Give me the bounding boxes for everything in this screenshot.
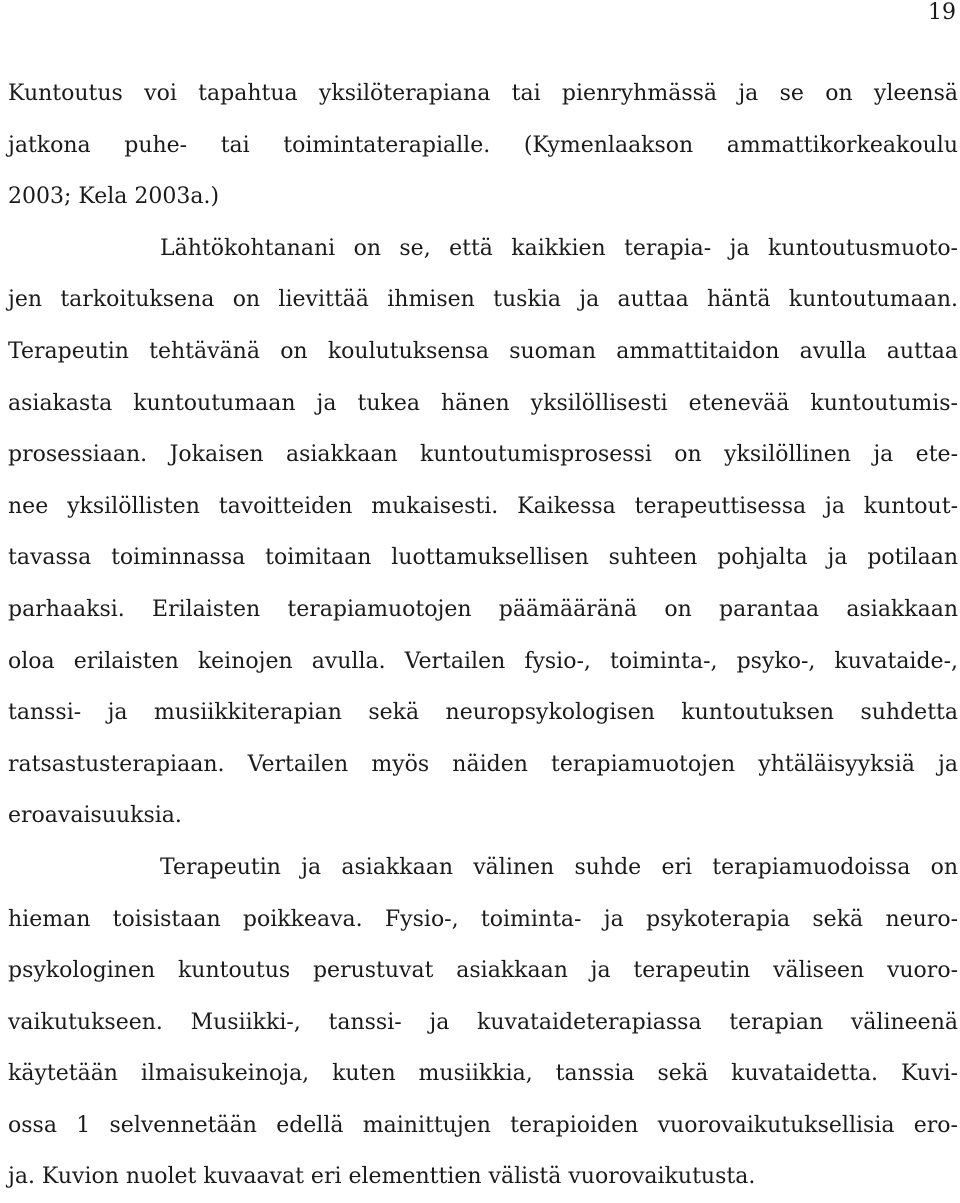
- text-line: ja. Kuvion nuolet kuvaavat eri elementtien välistä vuorovaikutusta.: [8, 1164, 756, 1190]
- body-text: [8, 68, 958, 1203]
- text-line: käytetään ilmaisukeinoja, kuten musiikkia, tanssia sekä kuvataidetta. Kuvi-: [8, 1061, 958, 1087]
- text-line: vaikutukseen. Musiikki-, tanssi- ja kuvataideterapiassa terapian välineenä: [8, 1009, 958, 1035]
- text-line: parhaaksi. Erilaisten terapiamuotojen päämääränä on parantaa asiakkaan: [8, 596, 958, 622]
- page-number: 19: [928, 0, 956, 25]
- text-line: oloa erilaisten keinojen avulla. Vertailen fysio-, toiminta-, psyko-, kuvataide-,: [8, 648, 958, 674]
- text-line: 2003; Kela 2003a.): [8, 184, 220, 210]
- text-line: ratsastusterapiaan. Vertailen myös näiden terapiamuotojen yhtäläisyyksiä ja: [8, 751, 958, 777]
- text-line: tanssi- ja musiikkiterapian sekä neuropsykologisen kuntoutuksen suhdetta: [8, 700, 958, 726]
- paragraph-first-line: Lähtökohtanani on se, että kaikkien terapia- ja kuntoutusmuoto-: [160, 235, 958, 261]
- text-line: hieman toisistaan poikkeava. Fysio-, toiminta- ja psykoterapia sekä neuro-: [8, 906, 958, 932]
- text-line: eroavaisuuksia.: [8, 803, 182, 829]
- text-line: tavassa toiminnassa toimitaan luottamuksellisen suhteen pohjalta ja potilaan: [8, 545, 958, 571]
- text-line: ossa 1 selvennetään edellä mainittujen terapioiden vuorovaikutuksellisia ero-: [8, 1112, 958, 1138]
- text-line: Terapeutin tehtävänä on koulutuksensa suoman ammattitaidon avulla auttaa: [8, 338, 958, 364]
- text-line: asiakasta kuntoutumaan ja tukea hänen yksilöllisesti etenevää kuntoutumis-: [8, 390, 958, 416]
- text-line: jatkona puhe- tai toimintaterapialle. (Kymenlaakson ammattikorkeakoulu: [8, 132, 958, 158]
- text-line: jen tarkoituksena on lievittää ihmisen tuskia ja auttaa häntä kuntoutumaan.: [8, 287, 958, 313]
- text-line: nee yksilöllisten tavoitteiden mukaisesti. Kaikessa terapeuttisessa ja kuntout-: [8, 493, 958, 519]
- text-line: psykologinen kuntoutus perustuvat asiakkaan ja terapeutin väliseen vuoro-: [8, 958, 958, 984]
- text-line: Kuntoutus voi tapahtua yksilöterapiana tai pienryhmässä ja se on yleensä: [8, 81, 958, 106]
- paragraph-first-line: Terapeutin ja asiakkaan välinen suhde eri terapiamuodoissa on: [160, 854, 958, 880]
- text-line: prosessiaan. Jokaisen asiakkaan kuntoutumisprosessi on yksilöllinen ja ete-: [8, 442, 958, 468]
